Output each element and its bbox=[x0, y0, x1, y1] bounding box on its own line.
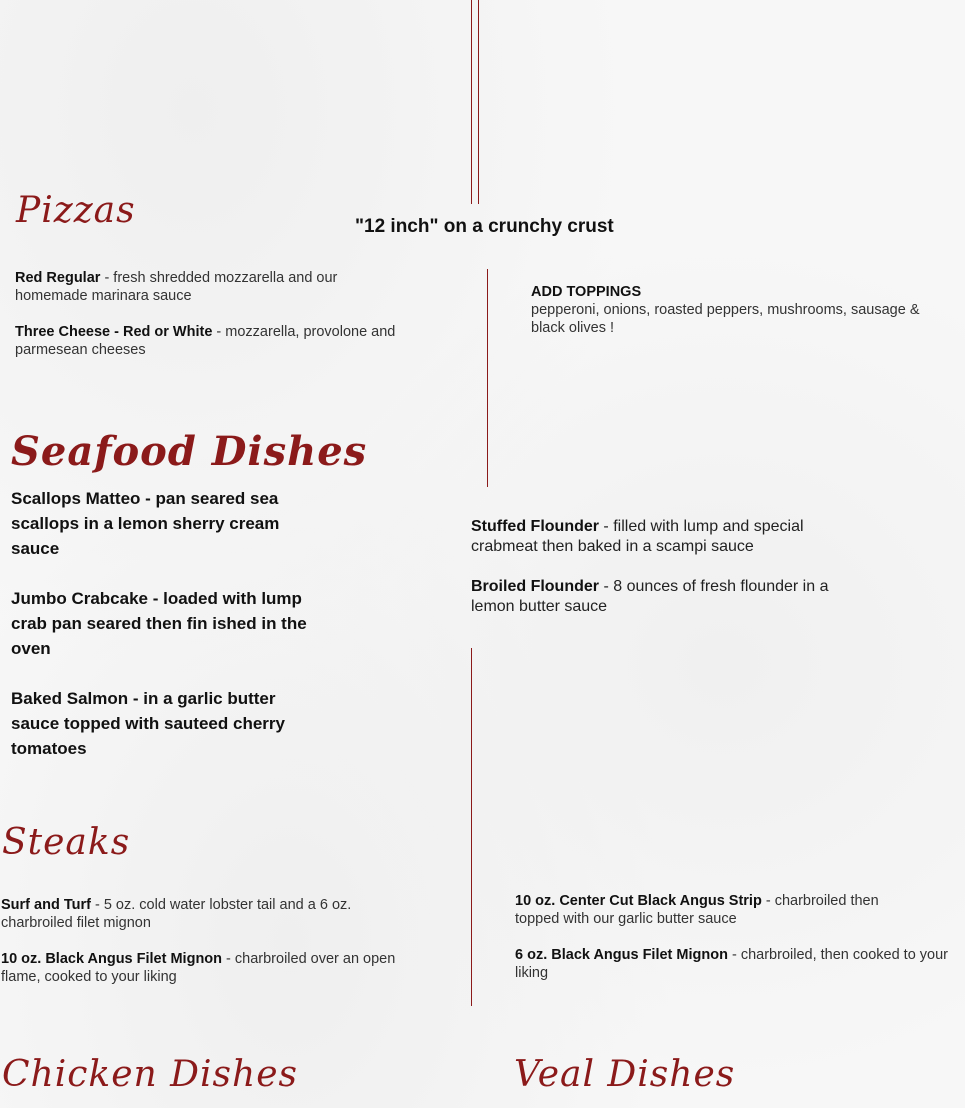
steaks-divider bbox=[471, 648, 472, 1006]
steak-item-surf-turf bbox=[1, 896, 391, 932]
pizza-divider bbox=[487, 269, 488, 487]
steak-item-filet-10oz bbox=[1, 950, 431, 986]
veal-heading: Veal Dishes bbox=[514, 1054, 736, 1095]
item-name: 6 oz. Black Angus Filet Mignon bbox=[515, 947, 728, 963]
steak-item-strip bbox=[515, 892, 915, 928]
item-name: Red Regular bbox=[15, 270, 101, 286]
steak-item-filet-6oz bbox=[515, 946, 950, 982]
top-divider-right bbox=[478, 0, 479, 204]
seafood-item-stuffed-flounder bbox=[471, 517, 861, 557]
pizza-item-red-regular bbox=[15, 269, 395, 305]
item-desc: - charbroiled over an open flame, cooked to your liking bbox=[1, 951, 396, 985]
toppings-text: pepperoni, onions, roasted peppers, mushrooms, sausage & black olives ! bbox=[531, 302, 920, 336]
top-divider-left bbox=[471, 0, 472, 204]
item-desc: - charbroiled, then cooked to your liking bbox=[515, 947, 948, 981]
item-name: Broiled Flounder bbox=[471, 578, 599, 595]
seafood-heading: Seafood Dishes bbox=[11, 428, 368, 475]
toppings-title: ADD TOPPINGS bbox=[531, 284, 642, 300]
seafood-item-broiled-flounder bbox=[471, 577, 871, 617]
chicken-heading: Chicken Dishes bbox=[2, 1054, 298, 1095]
seafood-item-salmon: Baked Salmon - in a garlic butter sauce topped with sauteed cherry tomatoes bbox=[11, 689, 285, 758]
item-name: Surf and Turf bbox=[1, 897, 91, 913]
item-desc: - mozzarella, provolone and parmesean cheeses bbox=[15, 324, 396, 358]
pizza-item-three-cheese bbox=[15, 323, 435, 359]
pizzas-heading: Pizzas bbox=[16, 190, 136, 231]
item-name: 10 oz. Center Cut Black Angus Strip bbox=[515, 893, 762, 909]
item-name: Three Cheese - Red or White bbox=[15, 324, 213, 340]
steaks-heading: Steaks bbox=[2, 822, 131, 863]
item-desc: - charbroiled then topped with our garlic butter sauce bbox=[515, 893, 879, 927]
seafood-item-scallops: Scallops Matteo - pan seared sea scallops in a lemon sherry cream sauce bbox=[11, 489, 280, 558]
item-desc: - 8 ounces of fresh flounder in a lemon butter sauce bbox=[471, 578, 829, 615]
item-name: 10 oz. Black Angus Filet Mignon bbox=[1, 951, 223, 967]
item-desc: - filled with lump and special crabmeat then baked in a scampi sauce bbox=[471, 518, 804, 555]
item-name: Stuffed Flounder bbox=[471, 518, 599, 535]
item-desc: - fresh shredded mozzarella and our homemade marinara sauce bbox=[15, 270, 338, 304]
pizzas-subtitle: "12 inch" on a crunchy crust bbox=[355, 216, 614, 237]
seafood-item-crabcake: Jumbo Crabcake - loaded with lump crab pan seared then fin ished in the oven bbox=[11, 589, 307, 658]
item-desc: - 5 oz. cold water lobster tail and a 6 oz. charbroiled filet mignon bbox=[1, 897, 352, 931]
